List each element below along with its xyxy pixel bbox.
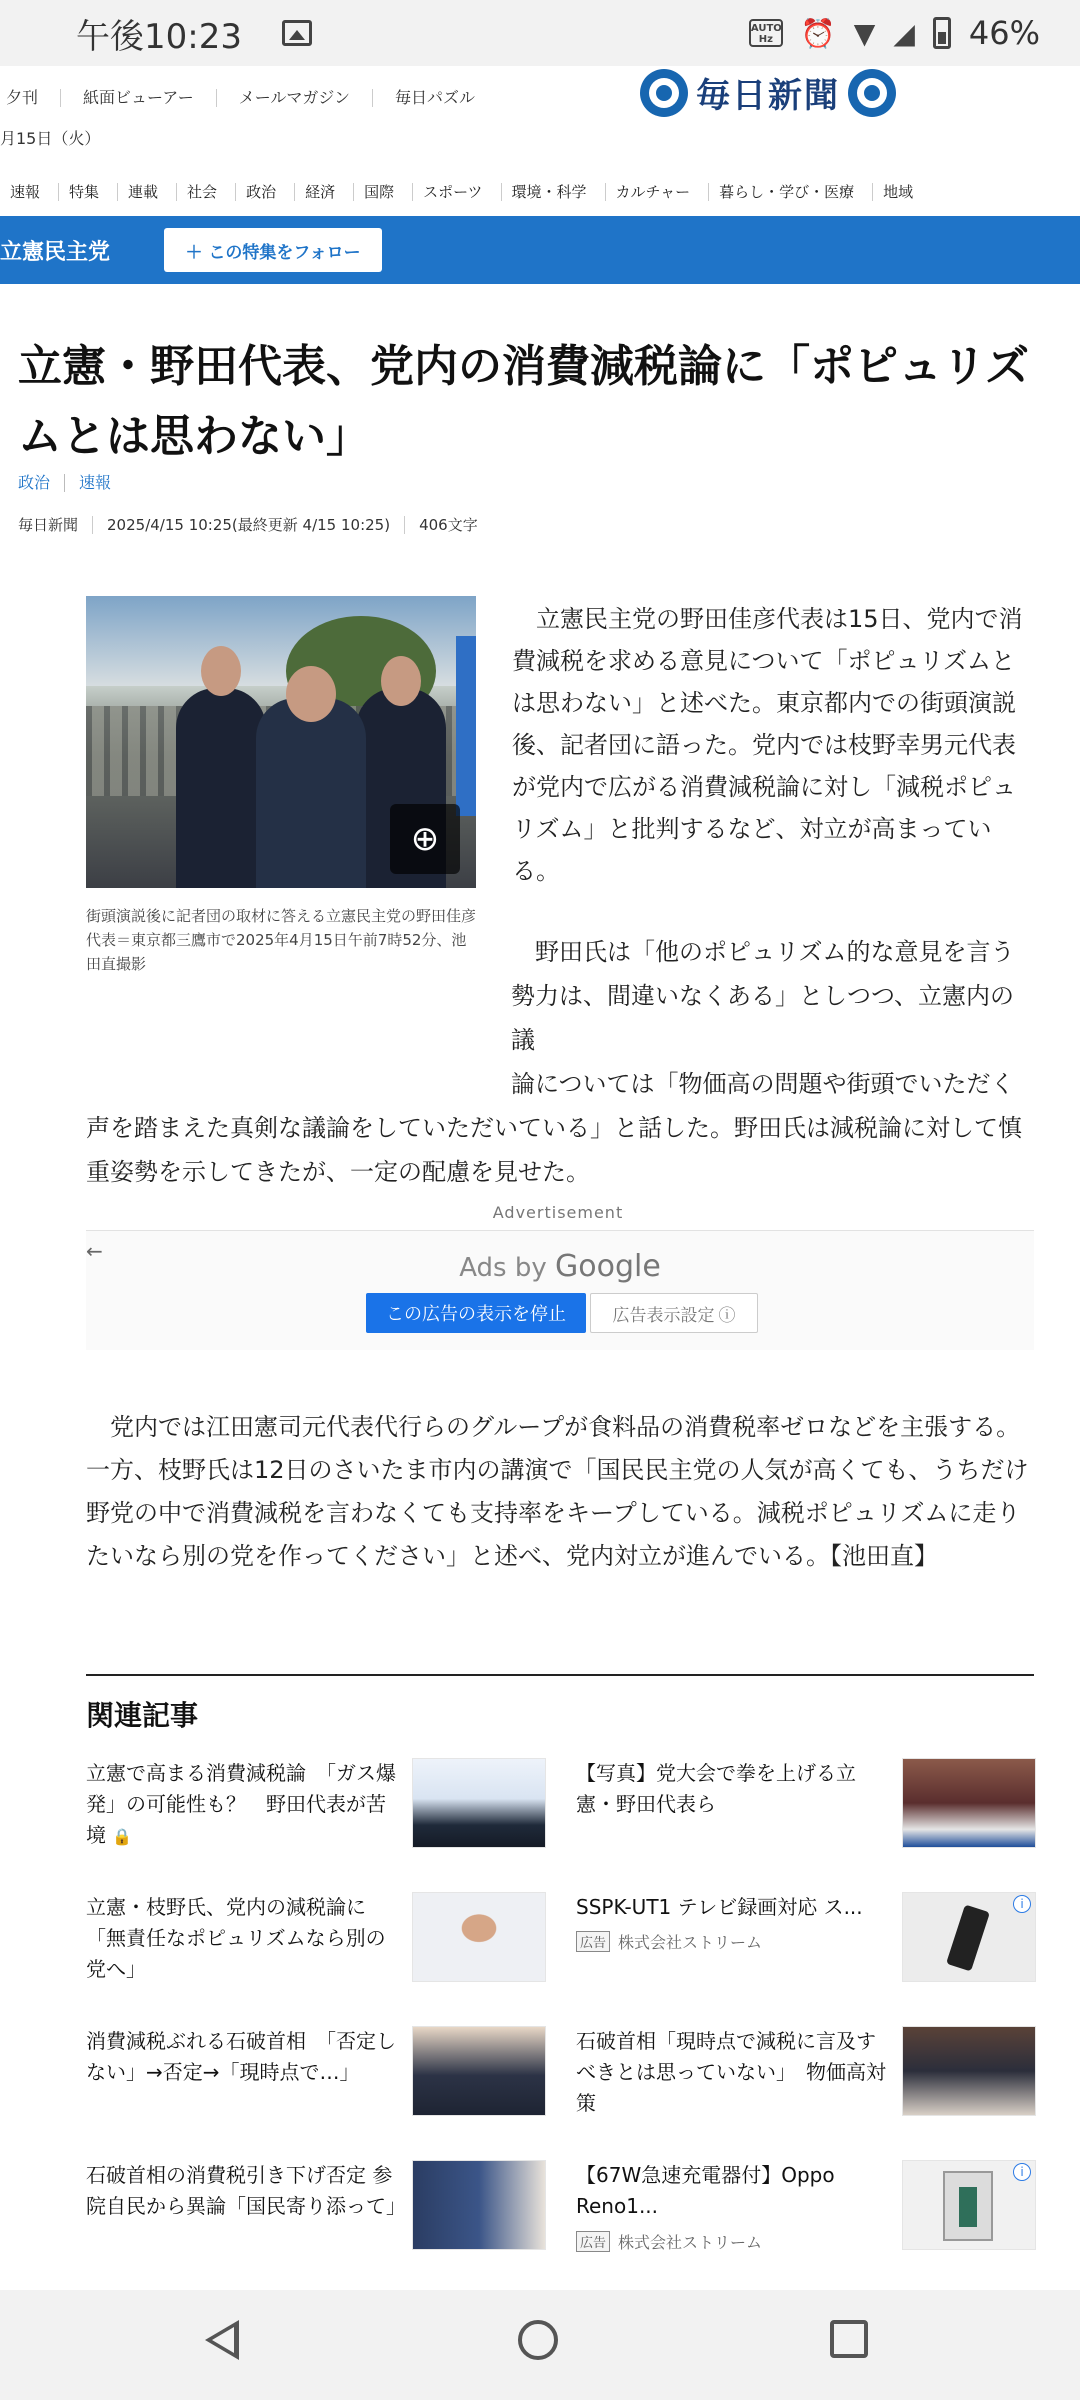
lock-icon: 🔒 <box>112 1827 133 1846</box>
ad-settings-button[interactable]: 広告表示設定 ⓘ <box>590 1293 758 1333</box>
article-paragraph <box>512 598 1032 892</box>
nav-item[interactable]: 特集 <box>59 183 118 201</box>
plus-icon: ＋ <box>185 242 203 263</box>
auto-hz-icon: AUTO Hz <box>749 19 783 47</box>
related-thumbnail <box>412 1892 546 1982</box>
category-link[interactable]: 速報 <box>79 473 112 492</box>
sponsored-item-title: 【67W急速充電器付】Oppo Reno1... <box>576 2163 835 2218</box>
ad-badge: 広告 <box>576 2231 610 2252</box>
sponsored-item-title: SSPK-UT1 テレビ録画対応 ス... <box>576 1895 863 1919</box>
article-source: 毎日新聞 <box>18 516 93 534</box>
related-item[interactable] <box>86 1758 546 1868</box>
top-link-puzzle[interactable]: 毎日パズル <box>395 88 476 107</box>
back-icon[interactable] <box>205 2320 239 2360</box>
category-nav <box>0 172 1080 212</box>
logo-text: 毎日新聞 <box>696 76 840 116</box>
ad-badge: 広告 <box>576 1931 610 1952</box>
nav-item[interactable]: 社会 <box>177 183 236 201</box>
ad-label: Advertisement <box>492 1203 624 1222</box>
related-item[interactable] <box>86 2160 546 2270</box>
article-char-count: 406文字 <box>419 516 478 534</box>
section-divider <box>86 1674 1034 1676</box>
related-thumbnail <box>902 1758 1036 1848</box>
recent-apps-icon[interactable] <box>830 2320 868 2358</box>
status-icons <box>749 14 1040 52</box>
nav-item[interactable]: カルチャー <box>606 183 710 201</box>
ads-by-google: Ads by Google <box>459 1249 661 1284</box>
follow-feature-button[interactable] <box>164 228 382 272</box>
nav-item[interactable]: 環境・科学 <box>502 183 606 201</box>
logo-mark-icon <box>848 69 896 117</box>
follow-label: この特集をフォロー <box>208 242 361 263</box>
ad-back-arrow-icon[interactable]: ← <box>86 1239 103 1263</box>
gallery-icon <box>282 20 312 46</box>
related-item[interactable] <box>576 2026 1036 2136</box>
status-bar <box>0 0 1080 66</box>
feature-band <box>0 216 1080 284</box>
sponsored-thumbnail <box>902 2160 1036 2250</box>
wifi-icon: ▼ <box>853 16 876 50</box>
system-nav-bar <box>0 2290 1080 2400</box>
related-item-title: 石破首相「現時点で減税に言及すべきとは思っていない」 物価高対策 <box>576 2029 886 2115</box>
adchoices-info-icon[interactable]: i <box>1013 2163 1031 2181</box>
adchoices-info-icon[interactable]: i <box>1013 1895 1031 1913</box>
paragraph-text: 立憲民主党の野田佳彦代表は15日、党内で消費減税を求める意見について「ポピュリズムとは思わない」と述べた。東京都内での街頭演説後、記者団に語った。党内では枝野幸男元代表が党内で広がる消費減税論に対し「減税ポピュリズム」と批判するなど、対立が高まっている。 <box>512 605 1023 885</box>
related-thumbnail <box>412 2026 546 2116</box>
article-timestamp: 2025/4/15 10:25(最終更新 4/15 10:25) <box>107 516 405 534</box>
site-logo[interactable] <box>640 68 896 117</box>
article-headline: 立憲・野田代表、党内の消費減税論に「ポピュリズムとは思わない」 <box>18 341 1030 462</box>
nav-item[interactable]: 経済 <box>295 183 354 201</box>
logo-mark-icon <box>640 69 688 117</box>
nav-item[interactable]: 連載 <box>118 183 177 201</box>
sponsored-thumbnail <box>902 1892 1036 1982</box>
nav-item[interactable]: 暮らし・学び・医療 <box>709 183 873 201</box>
top-link-evening[interactable]: 夕刊 <box>0 89 61 107</box>
related-thumbnail <box>412 2160 546 2250</box>
related-item[interactable] <box>576 1758 1036 1868</box>
category-link[interactable]: 政治 <box>18 474 65 492</box>
battery-icon <box>933 17 951 49</box>
article-meta <box>18 516 506 534</box>
nav-item[interactable]: 国際 <box>354 183 413 201</box>
related-thumbnail <box>902 2026 1036 2116</box>
sponsored-item[interactable] <box>576 2160 1036 2270</box>
ad-unit <box>86 1230 1034 1350</box>
article-paragraph: 野田氏は「他のポピュリズム的な意見を言う 勢力は、間違いなくある」としつつ、立憲内の議 論については「物価高の問題や街頭でいただく 声を踏まえた真剣な議論をしていただいている」と話した。野田氏は減税論に対して慎重姿勢を示してきたが、一定の配慮を見せた。 <box>86 938 1022 1186</box>
zoom-in-icon[interactable]: ⊕ <box>390 804 460 874</box>
related-item-title: 石破首相の消費税引き下げ否定 参院自民から異論「国民寄り添って」 <box>86 2163 406 2218</box>
related-item-title: 【写真】党大会で拳を上げる立憲・野田代表ら <box>576 1761 856 1816</box>
sponsor-name: 株式会社ストリーム <box>618 1933 763 1952</box>
related-item-title: 立憲・枝野氏、党内の減税論に「無責任なポピュリズムなら別の党へ」 <box>86 1895 386 1981</box>
stop-ad-button[interactable]: この広告の表示を停止 <box>366 1293 586 1333</box>
home-icon[interactable] <box>518 2320 558 2360</box>
related-thumbnail <box>412 1758 546 1848</box>
nav-item[interactable]: 速報 <box>0 183 59 201</box>
feature-tag[interactable]: 立憲民主党 <box>0 239 111 265</box>
usb-drive-image <box>946 1905 990 1972</box>
related-item-title: 立憲で高まる消費減税論 「ガス爆発」の可能性も？ 野田代表が苦境 🔒 <box>86 1761 396 1847</box>
signal-icon: ◢ <box>893 16 915 50</box>
battery-percent: 46% <box>968 14 1040 52</box>
related-title: 関連記事 <box>86 1699 199 1732</box>
status-time: 午後10:23 <box>76 16 242 57</box>
charger-image <box>943 2171 993 2241</box>
alarm-icon: ⏰ <box>800 16 836 50</box>
top-link-viewer[interactable]: 紙面ビューアー <box>83 89 217 107</box>
nav-item[interactable]: 地域 <box>883 183 914 201</box>
related-item-title: 消費減税ぶれる石破首相 「否定しない」→否定→「現時点で…」 <box>86 2029 396 2084</box>
sponsor-line <box>576 2230 762 2253</box>
article-paragraph: 党内では江田憲司元代表代行らのグループが食料品の消費税率ゼロなどを主張する。一方、枝野氏は12日のさいたま市内の講演で「国民民主党の人気が高くても、うちだけ野党の中で消費減税を言わなくても支持率をキープしている。減税ポピュリズムに走りたいなら別の党を作ってください」と述べ、党内対立が進んでいる。【池田直】 <box>86 1413 1029 1570</box>
nav-item[interactable]: スポーツ <box>413 183 501 201</box>
current-date: 月15日（火） <box>0 129 101 148</box>
sponsored-item[interactable] <box>576 1892 1036 2002</box>
photo-caption: 街頭演説後に記者団の取材に答える立憲民主党の野田佳彦代表＝東京都三鷹市で2025年4月15日午前7時52分、池田直撮影 <box>86 907 477 973</box>
related-item[interactable] <box>86 2026 546 2136</box>
top-link-newsletter[interactable]: メールマガジン <box>239 89 373 107</box>
related-item[interactable] <box>86 1892 546 2002</box>
article-categories <box>18 474 139 492</box>
sponsor-line <box>576 1930 762 1953</box>
info-icon: ⓘ <box>718 1305 736 1326</box>
sponsor-name: 株式会社ストリーム <box>618 2233 763 2252</box>
top-links <box>0 70 1080 126</box>
nav-item[interactable]: 政治 <box>236 183 295 201</box>
